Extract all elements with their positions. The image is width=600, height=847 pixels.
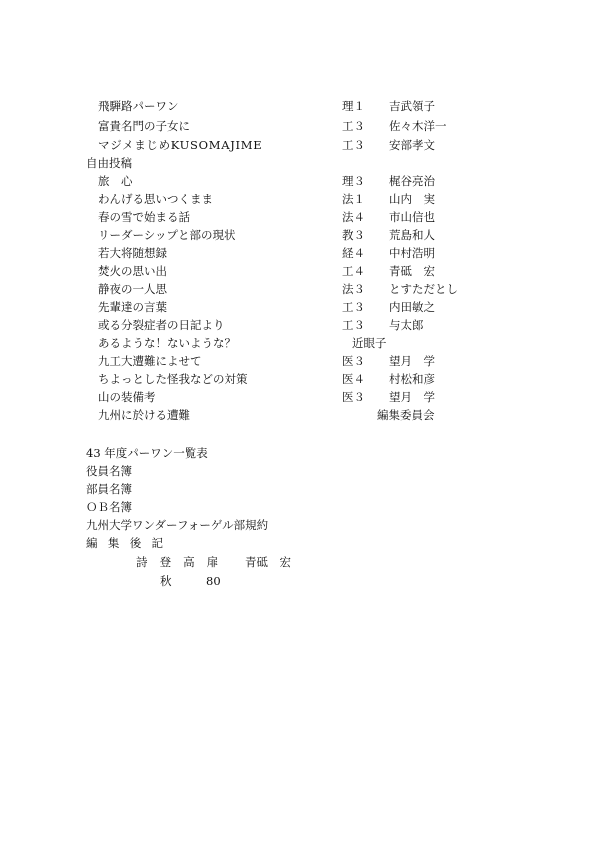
poem-author: 青砥 宏 <box>245 555 291 569</box>
toc-dept: 理３ <box>342 174 365 188</box>
toc-title: 富貴名門の子女に <box>98 119 190 133</box>
toc-title: 山の装備考 <box>98 390 156 404</box>
toc-row <box>0 97 600 115</box>
toc-author: 山内 実 <box>389 192 435 206</box>
toc-row <box>0 352 600 370</box>
toc-dept: 理１ <box>342 99 365 113</box>
toc-row <box>0 262 600 280</box>
toc-row <box>0 226 600 244</box>
toc-title: 九工大遭難によせて <box>98 354 202 368</box>
toc-row <box>0 172 600 190</box>
toc-title: マジメまじめKUSOMAJIME <box>98 138 263 152</box>
toc-title: 旅 心 <box>98 174 133 188</box>
appendix-item <box>0 462 600 480</box>
toc-dept: 経４ <box>342 246 365 260</box>
toc-dept: 工４ <box>342 264 365 278</box>
editor-note <box>0 534 600 552</box>
toc-row <box>0 208 600 226</box>
toc-author: 編集委員会 <box>377 408 435 422</box>
toc-author: 近眼子 <box>352 336 387 350</box>
toc-row <box>0 190 600 208</box>
appendix-item-text: 役員名簿 <box>86 464 132 478</box>
toc-author: 佐々木洋一 <box>389 119 447 133</box>
toc-dept: 教３ <box>342 228 365 242</box>
toc-title: 静夜の一人思 <box>98 282 167 296</box>
toc-author: とすただとし <box>389 282 458 296</box>
appendix-item <box>0 498 600 516</box>
toc-row <box>0 117 600 135</box>
toc-author: 市山信也 <box>389 210 435 224</box>
toc-title: 焚火の思い出 <box>98 264 167 278</box>
appendix-item-text: 部員名簿 <box>86 482 132 496</box>
toc-author: 安部孝文 <box>389 138 435 152</box>
poem-line <box>0 553 600 571</box>
toc-title: 飛騨路パーワン <box>98 99 179 113</box>
appendix-item <box>0 444 600 462</box>
toc-dept: 法１ <box>342 192 365 206</box>
toc-author: 荒島和人 <box>389 228 435 242</box>
toc-title: 九州に於ける遭難 <box>98 408 190 422</box>
toc-title: 先輩達の言葉 <box>98 300 167 314</box>
editor-note-text: 編集後記 <box>86 536 174 550</box>
toc-title: あるような！ないような？ <box>98 336 236 350</box>
toc-dept: 工３ <box>342 318 365 332</box>
appendix-item-text: 43 年度パーワン一覧表 <box>86 446 208 460</box>
toc-dept: 医３ <box>342 354 365 368</box>
toc-author: 中村浩明 <box>389 246 435 260</box>
appendix-item <box>0 480 600 498</box>
appendix-item-text: 九州大学ワンダーフォーゲル部規約 <box>86 518 269 532</box>
toc-title: わんげる思いつくまま <box>98 192 213 206</box>
toc-title: ちよっとした怪我などの対策 <box>98 372 248 386</box>
appendix-item <box>0 516 600 534</box>
toc-title: リーダーシップと部の現状 <box>98 228 236 242</box>
toc-author: 吉武領子 <box>389 99 435 113</box>
toc-row <box>0 388 600 406</box>
toc-author: 梶谷亮治 <box>389 174 435 188</box>
poem-title: 詩登高扉 <box>136 555 231 569</box>
toc-dept: 工３ <box>342 300 365 314</box>
toc-dept: 医４ <box>342 372 365 386</box>
section-heading <box>0 154 600 172</box>
toc-row <box>0 244 600 262</box>
toc-author: 望月 学 <box>389 390 435 404</box>
toc-row <box>0 280 600 298</box>
toc-dept: 法４ <box>342 210 365 224</box>
toc-dept: 法３ <box>342 282 365 296</box>
issue-footer <box>0 572 600 590</box>
toc-title: 或る分裂症者の日記より <box>98 318 225 332</box>
toc-author: 与太郎 <box>389 318 424 332</box>
toc-author: 望月 学 <box>389 354 435 368</box>
toc-row <box>0 406 600 424</box>
section-heading-text: 自由投稿 <box>86 156 132 170</box>
toc-dept: 工３ <box>342 138 365 152</box>
appendix-item-text: ＯＢ名簿 <box>86 500 132 514</box>
toc-title: 春の雪で始まる話 <box>98 210 190 224</box>
toc-row <box>0 298 600 316</box>
toc-row <box>0 136 600 154</box>
toc-row <box>0 370 600 388</box>
issue-number: 80 <box>206 574 221 588</box>
toc-title: 若大将随想録 <box>98 246 167 260</box>
toc-dept: 医３ <box>342 390 365 404</box>
toc-author: 内田敏之 <box>389 300 435 314</box>
issue-season: 秋 <box>160 574 172 588</box>
toc-row <box>0 316 600 334</box>
toc-author: 村松和彦 <box>389 372 435 386</box>
toc-dept: 工３ <box>342 119 365 133</box>
toc-author: 青砥 宏 <box>389 264 435 278</box>
toc-row <box>0 334 600 352</box>
